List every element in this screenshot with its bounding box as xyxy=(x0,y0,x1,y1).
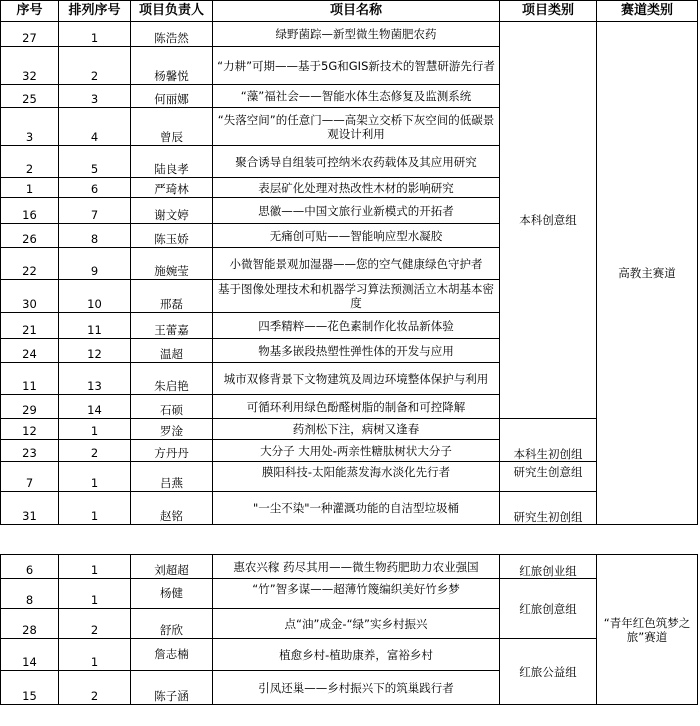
table-row xyxy=(1,22,698,47)
category-cell: 研究生创意组 xyxy=(500,462,597,492)
order-cell: 8 xyxy=(59,224,131,248)
order-cell: 6 xyxy=(59,178,131,198)
leader-cell: 杨健 xyxy=(131,579,213,609)
order-cell: 13 xyxy=(59,363,131,395)
project-name-cell: 基于图像处理技术和机器学习算法预测活立木胡基本密度 xyxy=(213,280,500,313)
project-name-cell: 绿野菌踪—新型微生物菌肥农药 xyxy=(213,22,500,47)
order-cell: 1 xyxy=(59,579,131,609)
project-name-cell: 大分子 大用处-两亲性糖肽树状大分子 xyxy=(213,440,500,462)
leader-cell: 陈玉娇 xyxy=(131,224,213,248)
order-cell: 1 xyxy=(59,492,131,525)
project-name-cell: 思徽——中国文旅行业新模式的开拓者 xyxy=(213,198,500,224)
table-row xyxy=(1,462,698,492)
table-row xyxy=(1,419,698,440)
leader-cell: 曾辰 xyxy=(131,108,213,146)
seq-cell: 8 xyxy=(1,579,59,609)
order-cell: 7 xyxy=(59,198,131,224)
header-track: 赛道类别 xyxy=(597,1,698,22)
category-cell: 研究生初创组 xyxy=(500,492,597,525)
order-cell: 14 xyxy=(59,395,131,419)
seq-cell: 7 xyxy=(1,462,59,492)
order-cell: 10 xyxy=(59,280,131,313)
project-name-cell: "一尘不染"一种灌溉功能的自洁型垃圾桶 xyxy=(213,492,500,525)
leader-cell: 刘超超 xyxy=(131,555,213,579)
leader-cell: 何丽娜 xyxy=(131,85,213,108)
seq-cell: 16 xyxy=(1,198,59,224)
leader-cell: 温超 xyxy=(131,339,213,363)
track-cell: 高教主赛道 xyxy=(597,22,698,525)
category-cell: 本科生初创组 xyxy=(500,419,597,462)
order-cell: 12 xyxy=(59,339,131,363)
project-name-cell: 城市双修背景下文物建筑及周边环境整体保护与利用 xyxy=(213,363,500,395)
category-cell: 红旅创业组 xyxy=(500,555,597,579)
leader-cell: 严琦林 xyxy=(131,178,213,198)
project-name-cell: 四季精粹——花色素制作化妆品新体验 xyxy=(213,313,500,339)
leader-cell: 陆良孝 xyxy=(131,146,213,178)
leader-cell: 施婉莹 xyxy=(131,248,213,280)
project-name-cell: 药剂松下注，病树又逢春 xyxy=(213,419,500,440)
project-name-cell: 物基多嵌段热塑性弹性体的开发与应用 xyxy=(213,339,500,363)
seq-cell: 28 xyxy=(1,609,59,639)
seq-cell: 14 xyxy=(1,639,59,671)
table-row xyxy=(1,492,698,525)
header-leader: 项目负责人 xyxy=(131,1,213,22)
seq-cell: 3 xyxy=(1,108,59,146)
order-cell: 1 xyxy=(59,419,131,440)
seq-cell: 12 xyxy=(1,419,59,440)
leader-cell: 赵铭 xyxy=(131,492,213,525)
seq-cell: 25 xyxy=(1,85,59,108)
category-cell: 本科创意组 xyxy=(500,22,597,419)
seq-cell: 23 xyxy=(1,440,59,462)
seq-cell: 1 xyxy=(1,178,59,198)
leader-cell: 詹志楠 xyxy=(131,639,213,671)
seq-cell: 31 xyxy=(1,492,59,525)
leader-cell: 陈浩然 xyxy=(131,22,213,47)
table-row xyxy=(1,555,698,579)
order-cell: 3 xyxy=(59,85,131,108)
header-name: 项目名称 xyxy=(213,1,500,22)
project-name-cell: 引凤还巢——乡村振兴下的筑巢践行者 xyxy=(213,671,500,705)
project-name-cell: “力耕”可期——基于5G和GIS新技术的智慧研游先行者 xyxy=(213,47,500,85)
project-name-cell: 小微智能景观加湿器——您的空气健康绿色守护者 xyxy=(213,248,500,280)
seq-cell: 6 xyxy=(1,555,59,579)
project-name-cell: 可循环利用绿色酚醛树脂的制备和可控降解 xyxy=(213,395,500,419)
order-cell: 2 xyxy=(59,47,131,85)
order-cell: 1 xyxy=(59,462,131,492)
order-cell: 11 xyxy=(59,313,131,339)
leader-cell: 谢文婷 xyxy=(131,198,213,224)
header-category: 项目类别 xyxy=(500,1,597,22)
blank-cell xyxy=(597,525,698,555)
project-name-cell: 植愈乡村-植助康养，富裕乡村 xyxy=(213,639,500,671)
order-cell: 2 xyxy=(59,440,131,462)
blank-cell xyxy=(500,525,597,555)
order-cell: 1 xyxy=(59,22,131,47)
seq-cell: 15 xyxy=(1,671,59,705)
leader-cell: 舒欣 xyxy=(131,609,213,639)
project-name-cell: 点“油”成金-“绿”实乡村振兴 xyxy=(213,609,500,639)
order-cell: 9 xyxy=(59,248,131,280)
project-name-cell: 无痛创可贴——智能响应型水凝胶 xyxy=(213,224,500,248)
leader-cell: 杨馨悦 xyxy=(131,47,213,85)
project-name-cell: 惠农兴稼 药尽其用——微生物药肥助力农业强国 xyxy=(213,555,500,579)
blank-cell xyxy=(131,525,213,555)
seq-cell: 22 xyxy=(1,248,59,280)
project-name-cell: 表层矿化处理对热改性木材的影响研究 xyxy=(213,178,500,198)
seq-cell: 21 xyxy=(1,313,59,339)
project-name-cell: 膜阳科技-太阳能蒸发海水淡化先行者 xyxy=(213,462,500,492)
seq-cell: 2 xyxy=(1,146,59,178)
blank-cell xyxy=(213,525,500,555)
blank-cell xyxy=(1,525,59,555)
order-cell: 1 xyxy=(59,555,131,579)
project-name-cell: “失落空间”的任意门——高架立交桥下灰空间的低碳景观设计利用 xyxy=(213,108,500,146)
seq-cell: 11 xyxy=(1,363,59,395)
order-cell: 2 xyxy=(59,671,131,705)
header-seq: 序号 xyxy=(1,1,59,22)
category-cell: 红旅公益组 xyxy=(500,639,597,705)
order-cell: 2 xyxy=(59,609,131,639)
seq-cell: 29 xyxy=(1,395,59,419)
table-row xyxy=(1,579,698,609)
track-cell: “青年红色筑梦之旅”赛道 xyxy=(597,555,698,705)
leader-cell: 朱启艳 xyxy=(131,363,213,395)
order-cell: 4 xyxy=(59,108,131,146)
blank-row xyxy=(1,525,698,555)
leader-cell: 陈子涵 xyxy=(131,671,213,705)
leader-cell: 王蕾嘉 xyxy=(131,313,213,339)
project-name-cell: “竹”智多谋——超薄竹篾编织美好竹乡梦 xyxy=(213,579,500,609)
seq-cell: 27 xyxy=(1,22,59,47)
header-order: 排列序号 xyxy=(59,1,131,22)
category-cell: 红旅创意组 xyxy=(500,579,597,639)
seq-cell: 32 xyxy=(1,47,59,85)
project-name-cell: “藻”福社会——智能水体生态修复及监测系统 xyxy=(213,85,500,108)
seq-cell: 30 xyxy=(1,280,59,313)
project-name-cell: 聚合诱导自组装可控纳米农药载体及其应用研究 xyxy=(213,146,500,178)
table-row xyxy=(1,639,698,671)
order-cell: 5 xyxy=(59,146,131,178)
order-cell: 1 xyxy=(59,639,131,671)
header-row xyxy=(1,1,698,22)
seq-cell: 26 xyxy=(1,224,59,248)
leader-cell: 石硕 xyxy=(131,395,213,419)
leader-cell: 方丹丹 xyxy=(131,440,213,462)
seq-cell: 24 xyxy=(1,339,59,363)
leader-cell: 罗淦 xyxy=(131,419,213,440)
leader-cell: 吕燕 xyxy=(131,462,213,492)
blank-cell xyxy=(59,525,131,555)
leader-cell: 邢磊 xyxy=(131,280,213,313)
